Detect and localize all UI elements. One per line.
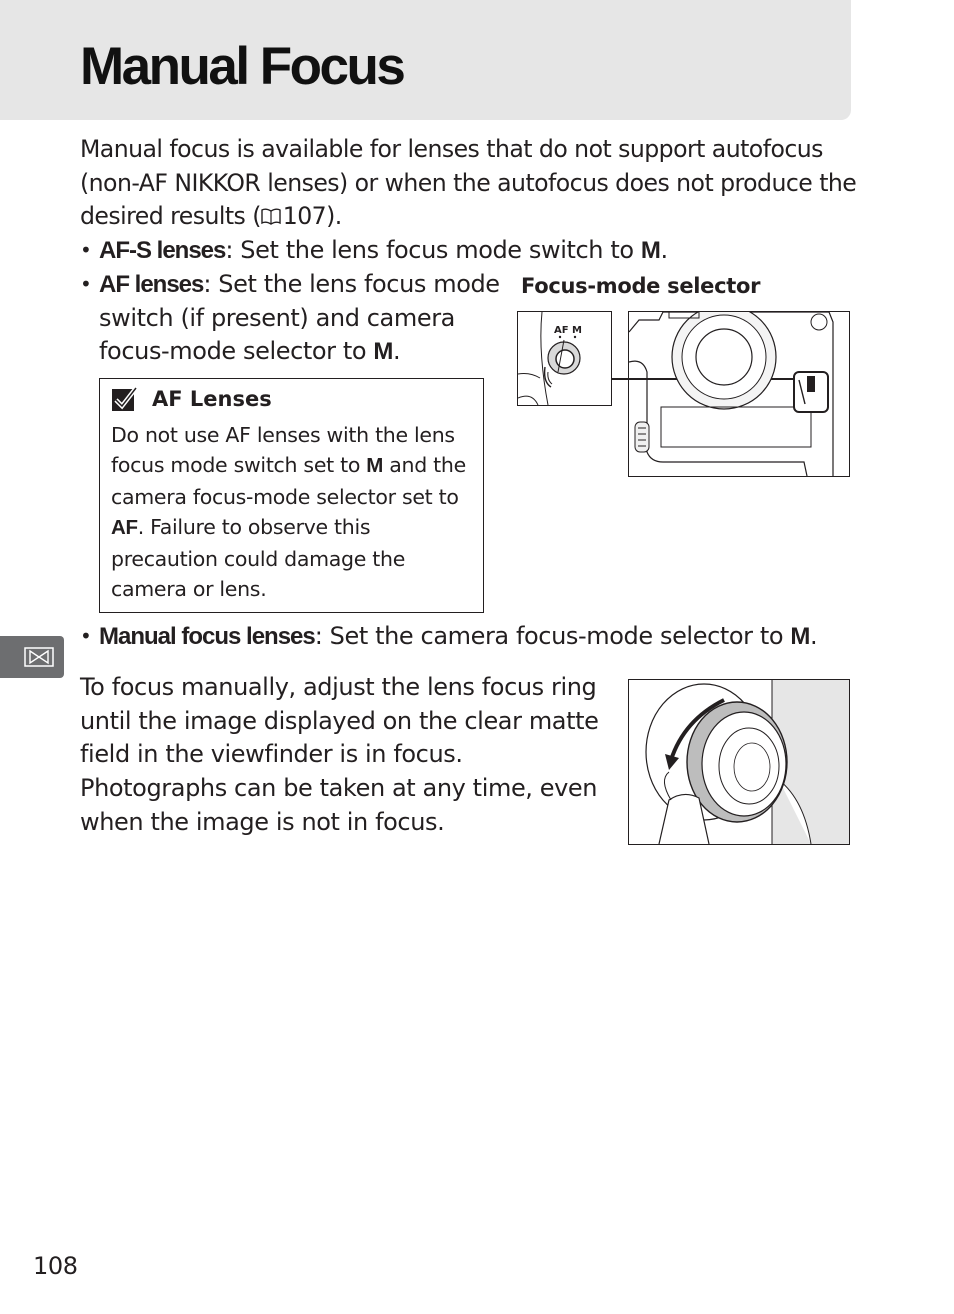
- page-number: 108: [33, 1252, 78, 1280]
- selector-m-label: M: [572, 325, 582, 336]
- bullet-term: AF-S lenses: [99, 237, 226, 264]
- selector-closeup-drawing: [518, 312, 611, 405]
- focus-selector-closeup: [517, 311, 612, 406]
- af-lenses-note: [99, 378, 484, 613]
- intro-paragraph: Manual focus is available for lenses that do not support autofocus (non-AF NIKKOR lenses) or when the autofocus does not produce the desired results ( 107).: [80, 135, 857, 231]
- bullet-term: AF lenses: [99, 271, 204, 298]
- lens-drawing: [629, 680, 849, 844]
- section-tab: [0, 636, 64, 678]
- check-mark-icon: [112, 387, 138, 411]
- focus-mode-selector-label: Focus-mode selector: [521, 274, 761, 298]
- selector-af-label: AF: [554, 325, 569, 336]
- camera-drawing: [629, 312, 849, 476]
- manual-focus-paragraph: To focus manually, adjust the lens focus ring until the image displayed on the clear matte field in the viewfinder is in focus. Photographs can be taken at any time, even when the image is not in focus.: [80, 673, 599, 836]
- bullet-af-lenses: • AF lenses: Set the lens focus mode switch (if present) and camera focus-mode selector to M.: [80, 270, 500, 366]
- bullet-manual-focus-lenses: • Manual focus lenses: Set the camera focus-mode selector to M.: [80, 622, 818, 650]
- camera-front-illustration: [628, 311, 850, 477]
- bullet-term: Manual focus lenses: [99, 623, 315, 650]
- shooting-mode-icon: [24, 645, 56, 669]
- note-heading: AF Lenses: [112, 387, 272, 411]
- book-icon: [261, 208, 281, 225]
- lens-focus-ring-illustration: [628, 679, 850, 845]
- page-title: Manual Focus: [80, 37, 404, 96]
- bullet-af-s-lenses: • AF-S lenses: Set the lens focus mode switch to M.: [80, 236, 668, 264]
- note-body: Do not use AF lenses with the lens focus mode switch set to M and the camera focus-mode selector set to AF. Failure to observe this precaution could damage the camera or lens.: [111, 423, 466, 602]
